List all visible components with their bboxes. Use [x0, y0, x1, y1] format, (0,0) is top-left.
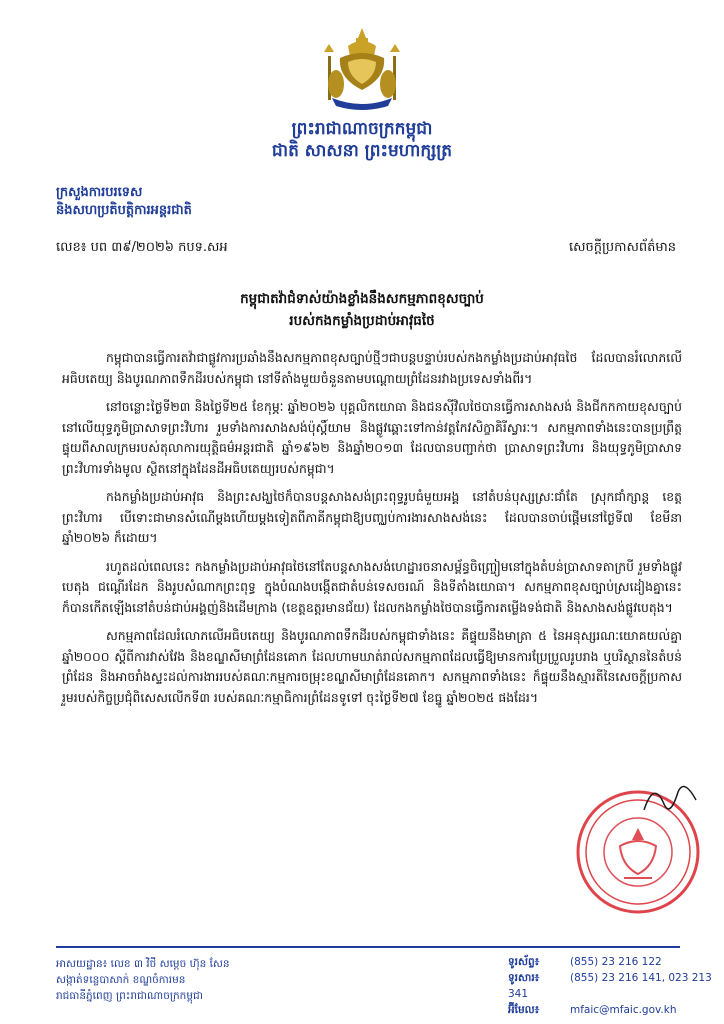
ministry-name: ក្រសួងការបរទេស — [56, 185, 143, 200]
paragraph: នៅចន្លោះថ្ងៃទី២៣ និងថ្ងៃទី២៥ ខែកុម្ភៈ ឆ្នាំ២០២៦ បុគ្គលិកយោធា និងជនស៊ីវិលថៃបានធ្វើការសាងសង់ និងជីកកកាយខុសច្បាប់នៅលើយុទ្ធភូមិប្រាសាទព្រះវិហារ រួមទាំងការសាងសង់ប៉ុស្តិ៍យាម និងផ្លូវឆ្ពោះទៅកាន់វត្តកែវសិក្ខាគិរីស្វារៈ។ សកម្មភាពទាំងនេះបានប្រព្រឹត្តផ្ទុយពីសាលក្រមរបស់តុលាការយុត្តិធម៌អន្តរជាតិ ឆ្នាំ១៩៦២ និងឆ្នាំ២០១៣ ដែលបានបញ្ជាក់ថា ប្រាសាទព្រះវិហារ និងយុទ្ធភូមិប្រាសាទព្រះវិហារទាំងមូល ស្ថិតនៅក្នុងដែនដីអធិបតេយ្យរបស់កម្ពុជា។ — [62, 399, 682, 476]
signature-icon — [640, 770, 700, 830]
ministry-name-line2: និងសហប្រតិបត្តិការអន្តរជាតិ — [56, 203, 192, 218]
paragraph: រហូតដល់ពេលនេះ កងកម្លាំងប្រដាប់អាវុធថៃនៅតែបន្តសាងសង់ហេដ្ឋារចនាសម្ព័ន្ធចិញ្ច្រៀមនៅក្នុងតំបន់ប្រាសាទតាក្របី រួមទាំងផ្លូវបេតុង ជណ្តើរដែក និងរូបសំណាកព្រះពុទ្ធ ក្នុងបំណងបង្កើតជាតំបន់ទេសចរណ៍ និងទីតាំងយោធា។ សកម្មភាពខុសច្បាប់ស្រដៀងគ្នានេះ ក៏បានកើតឡើងនៅតំបន់ជាប់អង្គញ់និងដើមក្រាង (ខេត្តឧត្តរមានជ័យ) ដែលកងកម្លាំងថៃបានធ្វើការតម្លើងទង់ជាតិ និងសាងសង់ផ្លូវបេតុង។ — [62, 558, 682, 615]
national-motto: ជាតិ សាសនា ព្រះមហាក្សត្រ — [271, 141, 453, 161]
footer-address — [56, 956, 230, 1004]
footer-divider — [56, 946, 680, 948]
document-type: សេចក្តីប្រកាសព័ត៌មាន — [568, 240, 676, 255]
address-line: សង្កាត់ទន្លេបាសាក់ ខណ្ឌចំការមន — [56, 974, 186, 986]
address-line: អាសយដ្ឋាន៖ លេខ ៣ វិថី សម្តេច ហ៊ុន សែន — [56, 958, 230, 970]
document-body — [62, 348, 682, 716]
kingdom-name: ព្រះរាជាណាចក្រកម្ពុជា — [291, 119, 433, 139]
phone-label: ទូរស័ព្ទ៖ — [508, 956, 540, 968]
email-label: អ៊ីមែល៖ — [508, 1004, 540, 1016]
phone-row — [508, 954, 724, 970]
footer-contacts — [508, 954, 724, 1018]
phone-number: (855) 23 216 122 — [570, 956, 662, 968]
paragraph: កងកម្លាំងប្រដាប់អាវុធ និងព្រះសង្ឃថៃក៏បានបន្តសាងសង់ព្រះពុទ្ធរូបធំមួយអង្គ នៅតំបន់បុស្សស្រៈជាំតែ ស្រុកជាំក្សាន្ត ខេត្តព្រះវិហារ បើទោះជាមានសំណើម្តងហើយម្តងទៀតពីភាគីកម្ពុជាឱ្យបញ្ឈប់ការងារសាងសង់នេះ ដែលបានចាប់ផ្តើមនៅថ្ងៃទី៧ ខែមីនា ឆ្នាំ២០២៦ ក៏ដោយ។ — [62, 489, 682, 545]
email-link[interactable]: mfaic@mfaic.gov.kh — [570, 1004, 677, 1016]
fax-label: ទូរសារ៖ — [508, 972, 540, 984]
reference-number: លេខ៖ បព ៣៩/២០២៦ កបទ.សអ — [56, 240, 228, 255]
fax-row — [508, 970, 724, 1002]
paragraph: សកម្មភាពដែលរំលោភលើអធិបតេយ្យ និងបូរណភាពទឹកដីរបស់កម្ពុជាទាំងនេះ គឺផ្ទុយនឹងមាត្រា ៥ នៃអនុស្សរណៈយោគយល់គ្នាឆ្នាំ២០០០ ស្តីពីការវាស់វែង និងខណ្ឌសីមាព្រំដែនគោក ដែលហាមឃាត់រាល់សកម្មភាពដែលធ្វើឱ្យមានការប្រែប្រួលរូបរាង ឬបរិស្ថាននៃតំបន់ព្រំដែន និងអាចរាំងស្ទះដល់ការងាររបស់គណៈកម្មការចម្រុះខណ្ឌសីមាព្រំដែនគោក។ សកម្មភាពទាំងនេះ ក៏ផ្ទុយនឹងស្មារតីនៃសេចក្តីប្រកាសរួមរបស់កិច្ចប្រជុំពិសេសលើកទី៣ របស់គណៈកម្មាធិការព្រំដែនទូទៅ ចុះថ្ងៃទី២៧ ខែធ្នូ ឆ្នាំ២០២៥ ផងដែរ។ — [62, 628, 682, 705]
royal-emblem-icon — [318, 26, 406, 112]
address-line: រាជធានីភ្នំពេញ ព្រះរាជាណាចក្រកម្ពុជា — [56, 990, 203, 1002]
fax-number: (855) 23 216 141, 023 213 341 — [508, 972, 712, 1000]
document-title: កម្ពុជាតវ៉ាជំទាស់យ៉ាងខ្លាំងនឹងសកម្មភាពខុសច្បាប់ — [240, 291, 484, 307]
email-row — [508, 1002, 724, 1018]
paragraph: កម្ពុជាបានធ្វើការតវ៉ាជាផ្លូវការប្រឆាំងនឹងសកម្មភាពខុសច្បាប់ថ្មីៗជាបន្តបន្ទាប់របស់កងកម្លាំងប្រដាប់អាវុធថៃ ដែលបានរំលោភលើអធិបតេយ្យ និងបូរណភាពទឹកដីរបស់កម្ពុជា នៅទីតាំងមួយចំនួនតាមបណ្តោយព្រំដែនរវាងប្រទេសទាំងពីរ។ — [62, 350, 682, 386]
document-title-line2: របស់កងកម្លាំងប្រដាប់អាវុធថៃ — [289, 313, 435, 329]
